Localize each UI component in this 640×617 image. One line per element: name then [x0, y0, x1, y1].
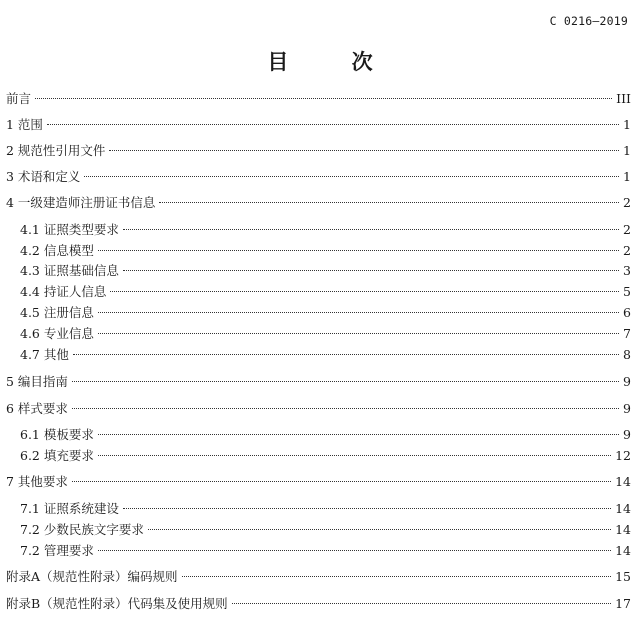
- toc-entry[interactable]: [20, 520, 631, 540]
- toc-dot-leader: [123, 229, 619, 230]
- toc-entry[interactable]: [20, 303, 631, 323]
- toc-entry-label: 7.2 管理要求: [20, 543, 94, 558]
- toc-entry-label: 6.1 模板要求: [20, 427, 94, 442]
- toc-entry-label: 7.2 少数民族文字要求: [20, 522, 144, 537]
- toc-entry-page-number: 15: [615, 569, 631, 584]
- toc-entry[interactable]: [20, 499, 631, 519]
- toc-entry[interactable]: [6, 472, 631, 492]
- toc-entry[interactable]: [6, 89, 631, 109]
- toc-entry[interactable]: [6, 567, 631, 587]
- toc-entry[interactable]: [6, 115, 631, 135]
- toc-entry-page-number: 14: [615, 501, 631, 516]
- toc-entry-page-number: 9: [623, 427, 631, 442]
- toc-entry-page-number: 6: [623, 305, 631, 320]
- toc-entry-page-number: 3: [623, 263, 631, 278]
- toc-dot-leader: [123, 508, 611, 509]
- toc-dot-leader: [98, 434, 619, 435]
- toc-dot-leader: [35, 98, 612, 99]
- toc-entry-label: 4.4 持证人信息: [20, 284, 107, 299]
- toc-entry-page-number: 9: [623, 374, 631, 389]
- toc-entry[interactable]: [6, 594, 631, 614]
- toc-dot-leader: [73, 354, 619, 355]
- toc-entry-page-number: III: [616, 91, 631, 106]
- toc-entry[interactable]: [20, 345, 631, 365]
- toc-entry[interactable]: [20, 446, 631, 466]
- toc-dot-leader: [98, 312, 619, 313]
- toc-entry-page-number: 1: [623, 117, 631, 132]
- toc-entry-label: 4.5 注册信息: [20, 305, 94, 320]
- toc-dot-leader: [72, 481, 611, 482]
- toc-entry[interactable]: [20, 541, 631, 561]
- toc-dot-leader: [232, 603, 611, 604]
- toc-entry[interactable]: [20, 282, 631, 302]
- toc-entry-label: 4.3 证照基础信息: [20, 263, 119, 278]
- toc-entry-label: 4 一级建造师注册证书信息: [6, 195, 156, 210]
- toc-entry[interactable]: [20, 220, 631, 240]
- toc-entry-page-number: 2: [623, 243, 631, 258]
- toc-entry-label: 附录A（规范性附录）编码规则: [6, 569, 178, 584]
- toc-entry-label: 4.6 专业信息: [20, 326, 94, 341]
- toc-entry-label: 前言: [6, 91, 32, 106]
- toc-entry-label: 7.1 证照系统建设: [20, 501, 119, 516]
- toc-dot-leader: [98, 333, 619, 334]
- toc-dot-leader: [109, 150, 619, 151]
- toc-entry-page-number: 1: [623, 143, 631, 158]
- toc-dot-leader: [123, 270, 619, 271]
- toc-entry-page-number: 12: [615, 448, 631, 463]
- toc-entry-page-number: 5: [623, 284, 631, 299]
- toc-dot-leader: [72, 408, 619, 409]
- toc-dot-leader: [159, 202, 619, 203]
- toc-entry-label: 4.1 证照类型要求: [20, 222, 119, 237]
- toc-dot-leader: [98, 455, 611, 456]
- toc-dot-leader: [182, 576, 612, 577]
- toc-entry-label: 6 样式要求: [6, 401, 68, 416]
- toc-entry-page-number: 2: [623, 222, 631, 237]
- toc-entry[interactable]: [20, 324, 631, 344]
- toc-entry-page-number: 9: [623, 401, 631, 416]
- toc-entry-page-number: 14: [615, 543, 631, 558]
- toc-entry-label: 附录B（规范性附录）代码集及使用规则: [6, 596, 228, 611]
- toc-entry[interactable]: [6, 141, 631, 161]
- toc-entry-page-number: 14: [615, 474, 631, 489]
- toc-dot-leader: [72, 381, 619, 382]
- toc-dot-leader: [84, 176, 619, 177]
- toc-entry[interactable]: [6, 193, 631, 213]
- toc-entry-label: 5 编目指南: [6, 374, 68, 389]
- toc-entry-label: 1 范围: [6, 117, 43, 132]
- toc-entry[interactable]: [6, 167, 631, 187]
- toc-entry-label: 4.2 信息模型: [20, 243, 94, 258]
- toc-entry-label: 3 术语和定义: [6, 169, 81, 184]
- toc-entry[interactable]: [20, 425, 631, 445]
- toc-entry-page-number: 2: [623, 195, 631, 210]
- toc-entry-page-number: 7: [623, 326, 631, 341]
- toc-entry[interactable]: [20, 261, 631, 281]
- toc-entry-label: 7 其他要求: [6, 474, 68, 489]
- toc-entry-label: 2 规范性引用文件: [6, 143, 106, 158]
- toc-entry[interactable]: [20, 241, 631, 261]
- toc-title: 目 次: [267, 50, 401, 74]
- toc-entry-page-number: 8: [623, 347, 631, 362]
- toc-dot-leader: [98, 250, 619, 251]
- document-code: C 0216—2019: [549, 14, 628, 28]
- toc-entry-page-number: 17: [615, 596, 631, 611]
- toc-entry-page-number: 1: [623, 169, 631, 184]
- toc-dot-leader: [47, 124, 619, 125]
- toc-dot-leader: [98, 550, 611, 551]
- toc-entry[interactable]: [6, 372, 631, 392]
- toc-entry-label: 4.7 其他: [20, 347, 69, 362]
- toc-dot-leader: [148, 529, 611, 530]
- toc-entry-label: 6.2 填充要求: [20, 448, 94, 463]
- toc-entry-page-number: 14: [615, 522, 631, 537]
- toc-dot-leader: [110, 291, 619, 292]
- toc-entry[interactable]: [6, 399, 631, 419]
